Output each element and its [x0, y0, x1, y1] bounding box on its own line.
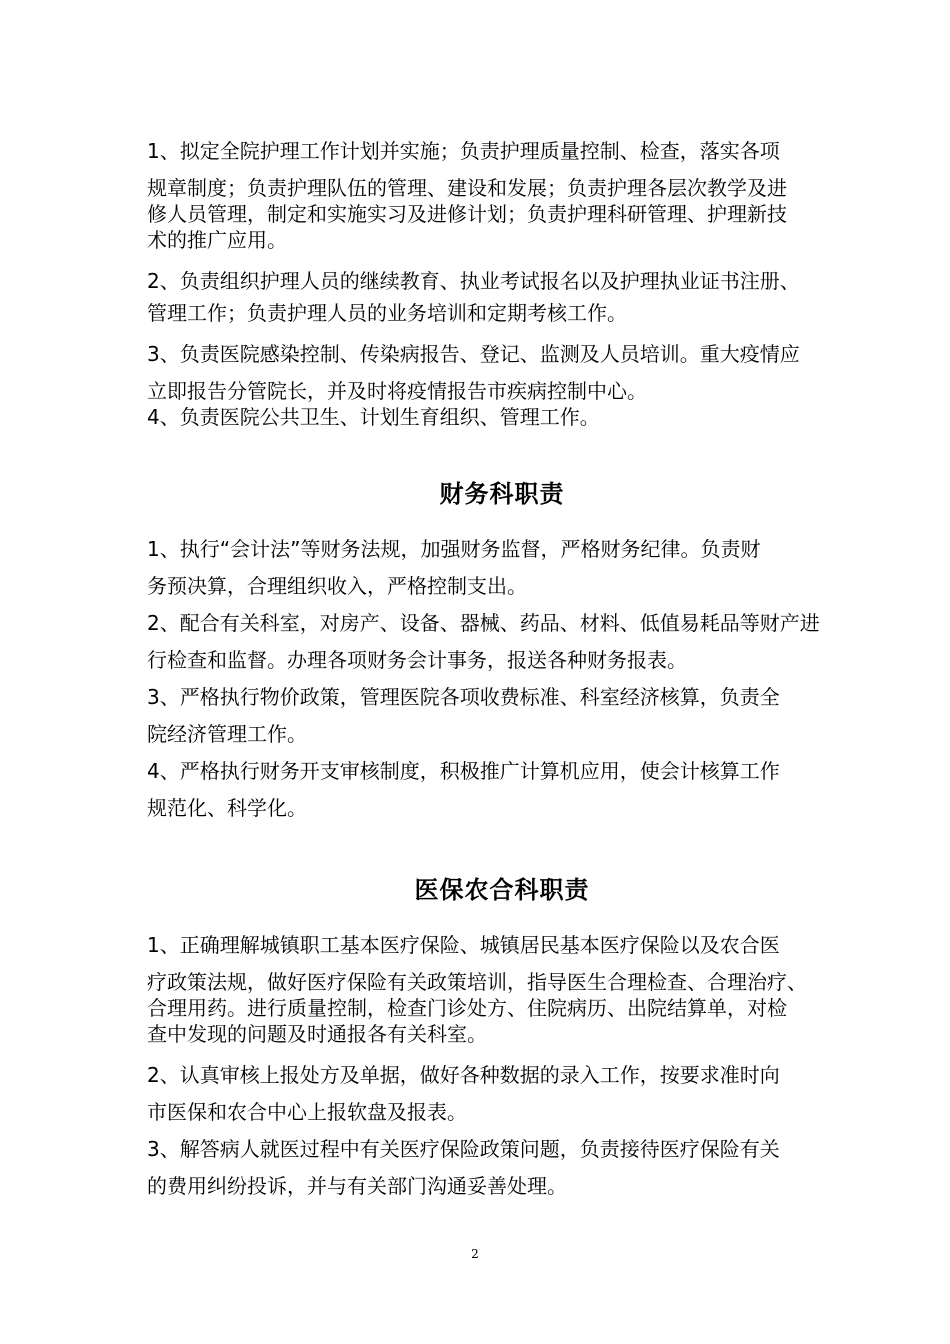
text-line: 管理工作；负责护理人员的业务培训和定期考核工作。: [147, 301, 627, 325]
insurance-paragraph-3: [147, 1131, 857, 1205]
text-line: 修人员管理，制定和实施实习及进修计划；负责护理科研管理、护理新技: [147, 202, 787, 226]
finance-dept-heading: 财务科职责: [439, 480, 565, 508]
finance-paragraph-2: [147, 605, 857, 679]
text-line: 合理用药。进行质量控制，检查门诊处方、住院病历、出院结算单，对检: [147, 996, 787, 1020]
nursing-paragraph-1: [147, 133, 857, 253]
text-line: 规范化、科学化。: [147, 796, 307, 820]
text-line: 3、严格执行物价政策，管理医院各项收费标准、科室经济核算，负责全: [147, 685, 780, 709]
text-line: 3、负责医院感染控制、传染病报告、登记、监测及人员培训。重大疫情应: [147, 342, 800, 366]
text-line: 的费用纠纷投诉，并与有关部门沟通妥善处理。: [147, 1174, 567, 1198]
text-line: 院经济管理工作。: [147, 722, 307, 746]
text-line: 务预决算，合理组织收入，严格控制支出。: [147, 574, 527, 598]
text-line: 规章制度；负责护理队伍的管理、建设和发展；负责护理各层次教学及进: [147, 176, 787, 200]
finance-paragraph-4: [147, 753, 857, 827]
text-line: 4、负责医院公共卫生、计划生育组织、管理工作。: [147, 405, 600, 429]
document-content: [147, 133, 857, 1205]
page-number: 2: [471, 1247, 479, 1261]
nursing-paragraph-2: [147, 263, 857, 326]
finance-paragraph-3: [147, 679, 857, 753]
text-line: 4、严格执行财务开支审核制度，积极推广计算机应用，使会计核算工作: [147, 759, 780, 783]
finance-paragraph-1: [147, 531, 857, 605]
text-line: 疗政策法规，做好医疗保险有关政策培训，指导医生合理检查、合理治疗、: [147, 970, 807, 994]
text-line: 立即报告分管院长，并及时将疫情报告市疾病控制中心。: [147, 379, 647, 403]
text-line: 2、负责组织护理人员的继续教育、执业考试报名以及护理执业证书注册、: [147, 269, 800, 293]
insurance-paragraph-2: [147, 1057, 857, 1131]
text-line: 2、配合有关科室，对房产、设备、器械、药品、材料、低值易耗品等财产进: [147, 611, 820, 635]
text-line: 2、认真审核上报处方及单据，做好各种数据的录入工作，按要求准时向: [147, 1063, 780, 1087]
text-line: 查中发现的问题及时通报各有关科室。: [147, 1022, 487, 1046]
text-line: 行检查和监督。办理各项财务会计事务，报送各种财务报表。: [147, 648, 687, 672]
text-line: 市医保和农合中心上报软盘及报表。: [147, 1100, 467, 1124]
text-line: 3、解答病人就医过程中有关医疗保险政策问题，负责接待医疗保险有关: [147, 1137, 780, 1161]
text-line: 1、正确理解城镇职工基本医疗保险、城镇居民基本医疗保险以及农合医: [147, 933, 780, 957]
text-line: 术的推广应用。: [147, 228, 287, 252]
insurance-paragraph-1: [147, 927, 857, 1047]
text-line: 1、执行“会计法”等财务法规，加强财务监督，严格财务纪律。负责财: [147, 537, 761, 561]
medical-insurance-heading: 医保农合科职责: [414, 876, 590, 904]
text-line: 1、拟定全院护理工作计划并实施；负责护理质量控制、检查，落实各项: [147, 139, 780, 163]
nursing-paragraph-3: [147, 336, 857, 430]
